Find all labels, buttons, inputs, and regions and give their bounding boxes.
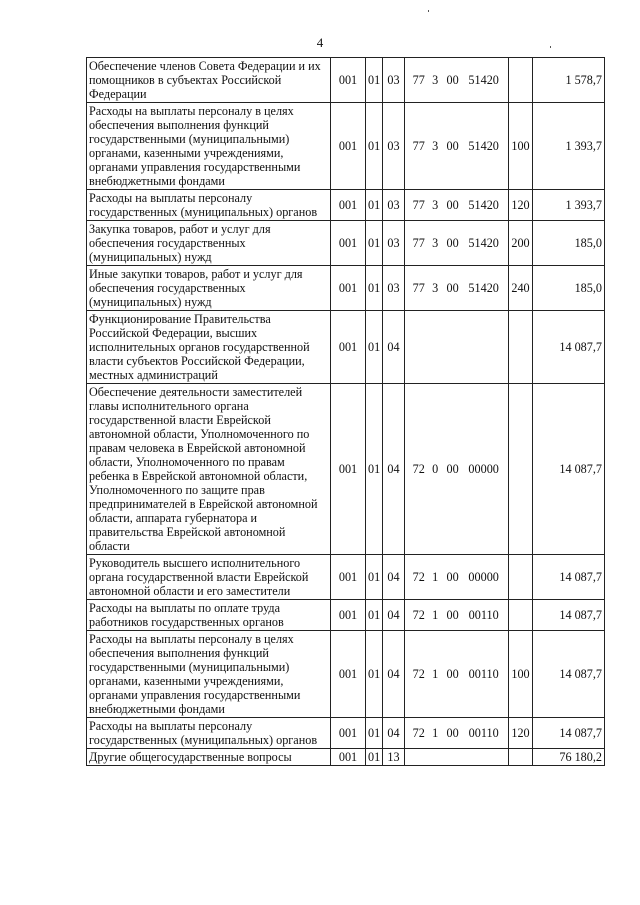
table-row: [87, 631, 605, 718]
table-row: [87, 221, 605, 266]
expense-name-cell: Другие общегосударственные вопросы: [87, 749, 331, 766]
program-code: 72: [412, 462, 425, 476]
budget-table: [86, 57, 605, 766]
expense-name-cell: Обеспечение членов Совета Федерации и их помощников в субъектах Российской Федерации: [87, 58, 331, 103]
subprogram-code: 0: [432, 462, 439, 476]
target-article-cell: [405, 718, 509, 749]
expense-type-cell: 100: [509, 103, 533, 190]
direction-code: 51420: [468, 281, 499, 295]
ministry-code-cell: 001: [331, 600, 366, 631]
expense-name-cell: Функционирование Правительства Российской Федерации, высших исполнительных органов государственной власти субъектов Российской Федерации, местных администраций: [87, 311, 331, 384]
program-code: 77: [412, 139, 425, 153]
section-code-cell: 01: [366, 749, 383, 766]
table-row: [87, 555, 605, 600]
subsection-code-cell: 04: [383, 718, 405, 749]
expense-type-cell: [509, 311, 533, 384]
target-article-cell: [405, 555, 509, 600]
expense-type-cell: [509, 749, 533, 766]
direction-code: 51420: [468, 139, 499, 153]
main-event-code: 00: [446, 236, 459, 250]
ministry-code-cell: 001: [331, 103, 366, 190]
target-article-cell: [405, 311, 509, 384]
subprogram-code: 1: [432, 726, 439, 740]
ministry-code-cell: 001: [331, 266, 366, 311]
ministry-code-cell: 001: [331, 58, 366, 103]
target-article-codes: [407, 139, 506, 153]
main-event-code: 00: [446, 726, 459, 740]
amount-cell: 185,0: [533, 221, 605, 266]
direction-code: 00110: [468, 726, 499, 740]
section-code-cell: 01: [366, 631, 383, 718]
main-event-code: 00: [446, 139, 459, 153]
section-code-cell: 01: [366, 190, 383, 221]
subprogram-code: 1: [432, 570, 439, 584]
page-number: 4: [316, 35, 324, 50]
program-code: 77: [412, 198, 425, 212]
program-code: 72: [412, 726, 425, 740]
section-code-cell: 01: [366, 718, 383, 749]
section-code-cell: 01: [366, 600, 383, 631]
target-article-codes: [407, 236, 506, 250]
section-code-cell: 01: [366, 221, 383, 266]
target-article-codes: [407, 462, 506, 476]
program-code: 72: [412, 570, 425, 584]
main-event-code: 00: [446, 667, 459, 681]
expense-name-cell: Иные закупки товаров, работ и услуг для обеспечения государственных (муниципальных) нужд: [87, 266, 331, 311]
direction-code: 00000: [468, 570, 499, 584]
ministry-code-cell: 001: [331, 311, 366, 384]
subprogram-code: 1: [432, 667, 439, 681]
table-row: [87, 600, 605, 631]
ministry-code-cell: 001: [331, 631, 366, 718]
target-article-cell: [405, 631, 509, 718]
subsection-code-cell: 03: [383, 266, 405, 311]
target-article-codes: [407, 281, 506, 295]
target-article-codes: [407, 608, 506, 622]
section-code-cell: 01: [366, 58, 383, 103]
expense-type-cell: [509, 600, 533, 631]
expense-type-cell: [509, 384, 533, 555]
table-row: [87, 58, 605, 103]
main-event-code: 00: [446, 198, 459, 212]
main-event-code: 00: [446, 570, 459, 584]
subsection-code-cell: 04: [383, 311, 405, 384]
amount-cell: 14 087,7: [533, 631, 605, 718]
subsection-code-cell: 13: [383, 749, 405, 766]
direction-code: 00000: [468, 462, 499, 476]
subprogram-code: 1: [432, 608, 439, 622]
table-row: [87, 103, 605, 190]
direction-code: 51420: [468, 73, 499, 87]
expense-name-cell: Расходы на выплаты персоналу государственных (муниципальных) органов: [87, 718, 331, 749]
section-code-cell: 01: [366, 555, 383, 600]
main-event-code: 00: [446, 281, 459, 295]
expense-name-cell: Расходы на выплаты персоналу в целях обеспечения выполнения функций государственными (муниципальными) органами, казенными учреждениями, органами управления государственными внебюджетными фондами: [87, 103, 331, 190]
subprogram-code: 3: [432, 139, 439, 153]
target-article-codes: [407, 726, 506, 740]
program-code: 72: [412, 608, 425, 622]
target-article-cell: [405, 749, 509, 766]
program-code: 77: [412, 236, 425, 250]
expense-name-cell: Руководитель высшего исполнительного органа государственной власти Еврейской автономной области и его заместители: [87, 555, 331, 600]
expense-type-cell: 120: [509, 718, 533, 749]
expense-name-cell: Расходы на выплаты по оплате труда работников государственных органов: [87, 600, 331, 631]
amount-cell: 14 087,7: [533, 718, 605, 749]
direction-code: 51420: [468, 198, 499, 212]
target-article-cell: [405, 221, 509, 266]
subsection-code-cell: 03: [383, 221, 405, 266]
subsection-code-cell: 03: [383, 103, 405, 190]
target-article-cell: [405, 600, 509, 631]
expense-name-cell: Расходы на выплаты персоналу государственных (муниципальных) органов: [87, 190, 331, 221]
table-row: [87, 311, 605, 384]
main-event-code: 00: [446, 73, 459, 87]
main-event-code: 00: [446, 608, 459, 622]
direction-code: 00110: [468, 667, 499, 681]
expense-type-cell: [509, 58, 533, 103]
expense-type-cell: 240: [509, 266, 533, 311]
target-article-cell: [405, 103, 509, 190]
expense-type-cell: [509, 555, 533, 600]
expense-type-cell: 200: [509, 221, 533, 266]
table-row: [87, 749, 605, 766]
table-row: [87, 190, 605, 221]
ministry-code-cell: 001: [331, 749, 366, 766]
subprogram-code: 3: [432, 236, 439, 250]
amount-cell: 1 393,7: [533, 190, 605, 221]
target-article-cell: [405, 190, 509, 221]
expense-type-cell: 100: [509, 631, 533, 718]
target-article-cell: [405, 384, 509, 555]
scan-speck: [428, 10, 429, 12]
amount-cell: 14 087,7: [533, 311, 605, 384]
ministry-code-cell: 001: [331, 555, 366, 600]
subsection-code-cell: 04: [383, 600, 405, 631]
budget-table-body: [87, 58, 605, 766]
table-row: [87, 384, 605, 555]
scan-speck: [550, 46, 551, 48]
target-article-codes: [407, 570, 506, 584]
ministry-code-cell: 001: [331, 190, 366, 221]
expense-name-cell: Расходы на выплаты персоналу в целях обеспечения выполнения функций государственными (муниципальными) органами, казенными учреждениями, органами управления государственными внебюджетными фондами: [87, 631, 331, 718]
amount-cell: 76 180,2: [533, 749, 605, 766]
expense-name-cell: Закупка товаров, работ и услуг для обеспечения государственных (муниципальных) нужд: [87, 221, 331, 266]
program-code: 77: [412, 281, 425, 295]
subprogram-code: 3: [432, 281, 439, 295]
expense-type-cell: 120: [509, 190, 533, 221]
program-code: 72: [412, 667, 425, 681]
ministry-code-cell: 001: [331, 384, 366, 555]
amount-cell: 14 087,7: [533, 384, 605, 555]
section-code-cell: 01: [366, 311, 383, 384]
section-code-cell: 01: [366, 103, 383, 190]
subprogram-code: 3: [432, 198, 439, 212]
direction-code: 51420: [468, 236, 499, 250]
subprogram-code: 3: [432, 73, 439, 87]
table-row: [87, 266, 605, 311]
amount-cell: 185,0: [533, 266, 605, 311]
amount-cell: 1 578,7: [533, 58, 605, 103]
amount-cell: 14 087,7: [533, 555, 605, 600]
subsection-code-cell: 03: [383, 190, 405, 221]
section-code-cell: 01: [366, 266, 383, 311]
target-article-codes: [407, 667, 506, 681]
subsection-code-cell: 03: [383, 58, 405, 103]
ministry-code-cell: 001: [331, 221, 366, 266]
subsection-code-cell: 04: [383, 631, 405, 718]
section-code-cell: 01: [366, 384, 383, 555]
target-article-cell: [405, 266, 509, 311]
target-article-codes: [407, 73, 506, 87]
target-article-codes: [407, 198, 506, 212]
main-event-code: 00: [446, 462, 459, 476]
direction-code: 00110: [468, 608, 499, 622]
table-row: [87, 718, 605, 749]
expense-name-cell: Обеспечение деятельности заместителей главы исполнительного органа государственной власти Еврейской автономной области, Уполномоченного по правам человека в Еврейской автономной области, Уполномоченного по правам ребенка в Еврейской автономной области, Уполномоченного по защите прав предпринимателей в Еврейской автономной области, аппарата губернатора и правительства Еврейской автономной области: [87, 384, 331, 555]
subsection-code-cell: 04: [383, 384, 405, 555]
ministry-code-cell: 001: [331, 718, 366, 749]
target-article-cell: [405, 58, 509, 103]
amount-cell: 1 393,7: [533, 103, 605, 190]
program-code: 77: [412, 73, 425, 87]
subsection-code-cell: 04: [383, 555, 405, 600]
amount-cell: 14 087,7: [533, 600, 605, 631]
